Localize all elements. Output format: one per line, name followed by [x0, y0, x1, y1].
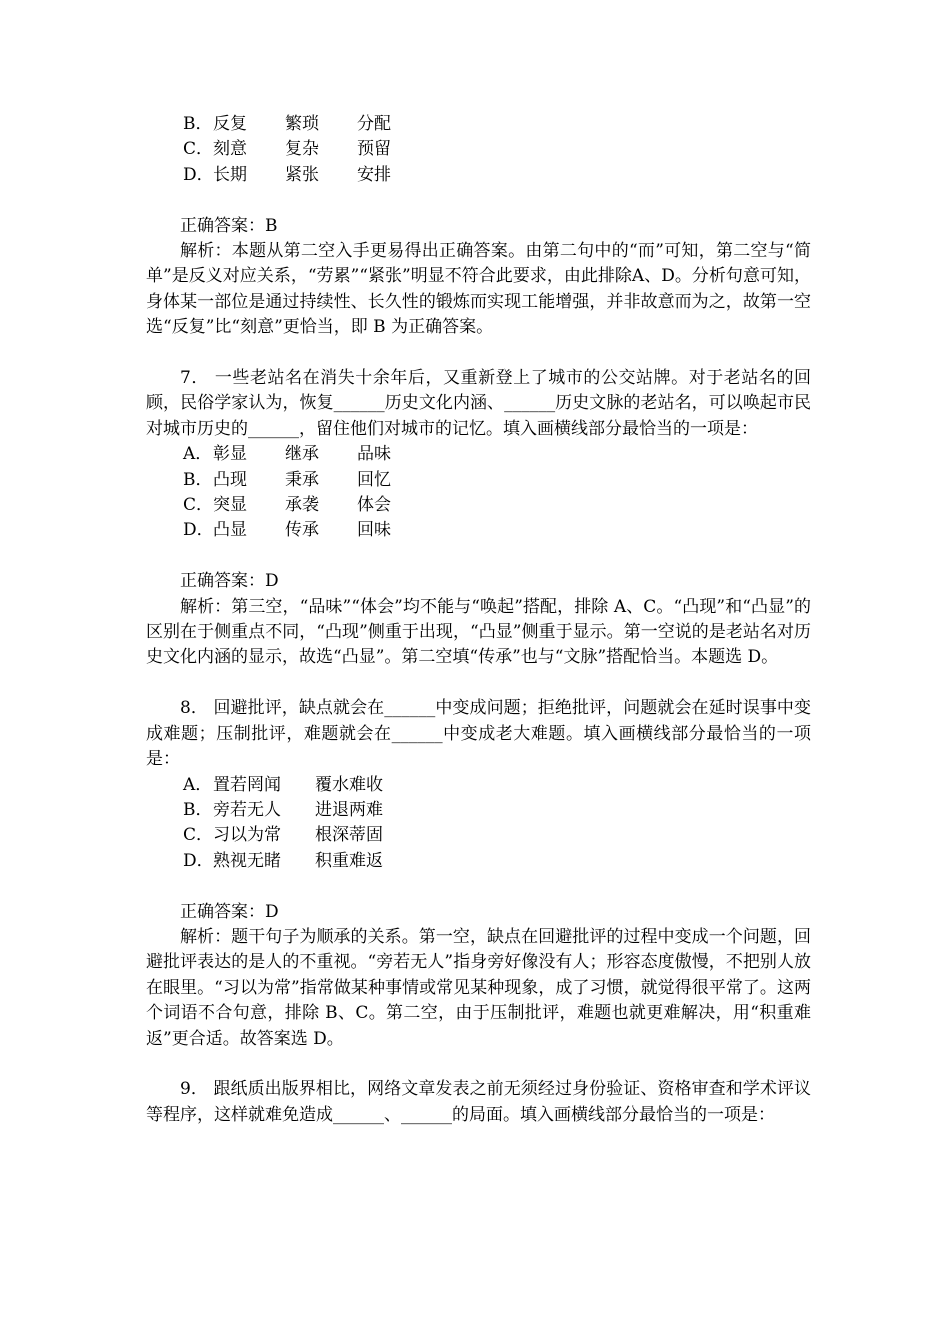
- q8-analysis: 解析：题干句子为顺承的关系。第一空，缺点在回避批评的过程中变成一个问题，回避批评表达的是人的不重视。“旁若无人”指身旁好像没有人；形容态度傲慢，不把别人放在眼里。“习以为常”指常做某种事情或常见某种现象，成了习惯，就觉得很平常了。这两个词语不合句意，排除 B、C。第二空，由于压制批评，难题也就更难解决，用“积重难返”更合适。故答案选 D。: [146, 926, 811, 1049]
- q7-answer: 正确答案：D: [180, 571, 279, 592]
- document-content: [146, 112, 811, 1128]
- q6-option-d: D．长期 紧张 安排: [183, 164, 391, 185]
- q8-option-a: A．置若罔闻 覆水难收: [183, 774, 383, 795]
- q7-option-d: D．凸显 传承 回味: [183, 520, 391, 541]
- q8-options: [146, 773, 811, 875]
- q9-stem: 9． 跟纸质出版界相比，网络文章发表之前无须经过身份验证、资格审查和学术评议等程序，这样就难免造成______、______的局面。填入画横线部分最恰当的一项是：: [146, 1079, 811, 1125]
- q7-option-a: A．彰显 继承 品味: [183, 444, 391, 465]
- q6-option-b: B．反复 繁琐 分配: [183, 114, 391, 134]
- q7-analysis: 解析：第三空，“品味”“体会”均不能与“唤起”搭配，排除 A、C。“凸现”和“凸显”的区别在于侧重点不同，“凸现”侧重于出现，“凸显”侧重于显示。第一空说的是老站名对历史文化内涵的显示，故选“凸显”。第二空填“传承”也与“文脉”搭配恰当。本题选 D。: [146, 596, 811, 668]
- q8-stem: 8． 回避批评，缺点就会在______中变成问题；拒绝批评，问题就会在延时误事中变成难题；压制批评，难题就会在______中变成老大难题。填入画横线部分最恰当的一项是：: [146, 698, 811, 770]
- q7-stem: 7． 一些老站名在消失十余年后，又重新登上了城市的公交站牌。对于老站名的回顾，民俗学家认为，恢复______历史文化内涵、______历史文脉的老站名，可以唤起市民对城市历史的______，留住他们对城市的记忆。填入画横线部分最恰当的一项是：: [146, 368, 811, 439]
- q7-option-b: B．凸现 秉承 回忆: [183, 469, 391, 490]
- q7-option-c: C．突显 承袭 体会: [183, 495, 391, 516]
- q8-option-c: C．习以为常 根深蒂固: [183, 825, 383, 846]
- q6-options: [146, 112, 811, 188]
- q7-options: [146, 442, 811, 544]
- q8-option-b: B．旁若无人 进退两难: [183, 799, 383, 820]
- q6-answer: 正确答案：B: [180, 215, 278, 236]
- q6-analysis: 解析：本题从第二空入手更易得出正确答案。由第二句中的“而”可知，第二空与“简单”是反义对应关系，“劳累”“紧张”明显不符合此要求，由此排除A、D。分析句意可知，身体某一部位是通过持续性、长久性的锻炼而实现工能增强，并非故意而为之，故第一空选“反复”比“刻意”更恰当，即 B 为正确答案。: [146, 241, 811, 338]
- q8-answer: 正确答案：D: [180, 901, 279, 922]
- q6-option-c: C．刻意 复杂 预留: [183, 139, 391, 160]
- q8-option-d: D．熟视无睹 积重难返: [183, 850, 383, 871]
